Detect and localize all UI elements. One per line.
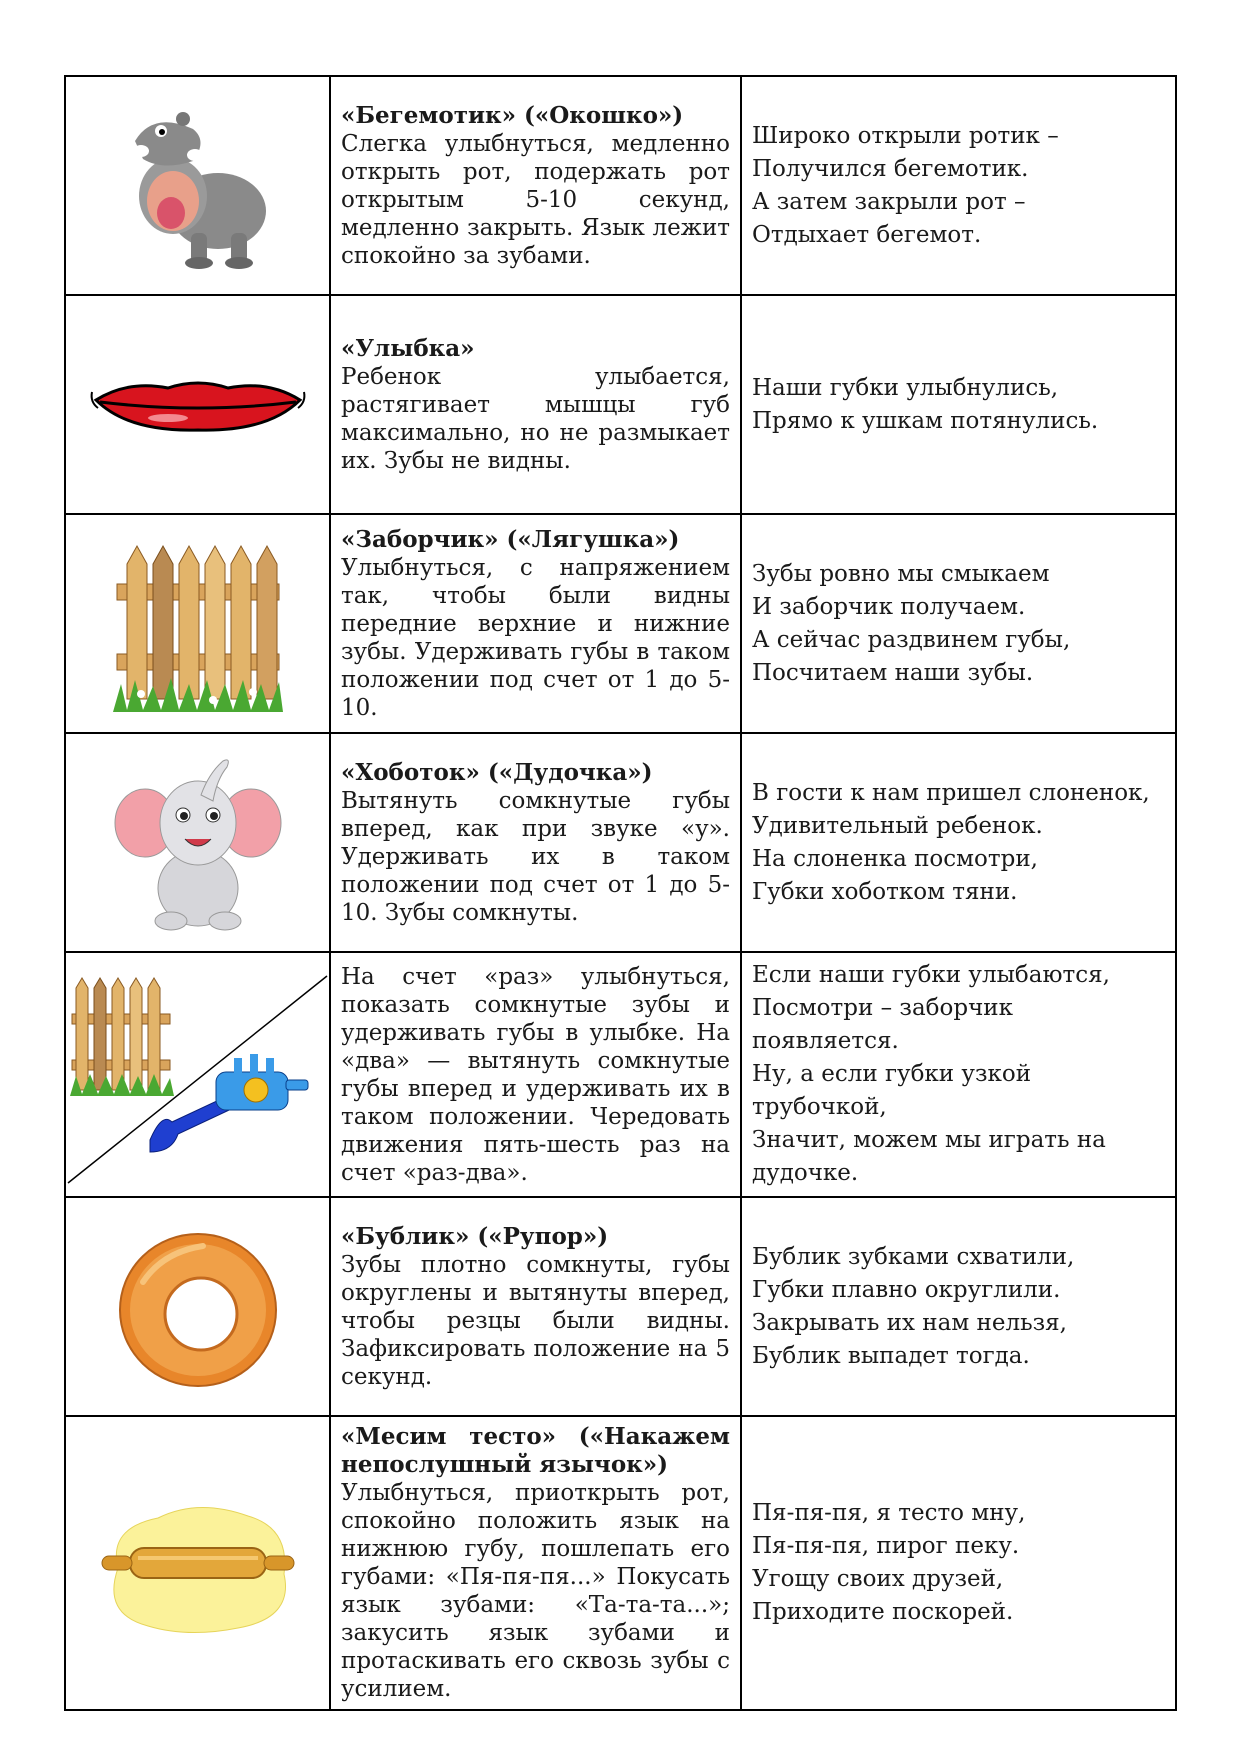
table-row: [65, 1416, 1176, 1710]
exercise-title: «Бублик» («Рупор»): [341, 1222, 609, 1250]
rhyme-cell: [741, 76, 1176, 295]
hippo-illustration: [113, 101, 283, 271]
picture-cell: [65, 76, 330, 295]
bagel-illustration: [113, 1222, 283, 1392]
rhyme-cell: [741, 952, 1176, 1197]
rhyme-cell: [741, 1197, 1176, 1416]
picture-cell: [65, 733, 330, 952]
fence-illustration: [113, 534, 283, 714]
table-row: [65, 1197, 1176, 1416]
picture-cell: [65, 952, 330, 1197]
rhyme-line: В гости к нам пришел слоненок,: [752, 779, 1150, 806]
exercise-title: «Бегемотик» («Окошко»): [341, 101, 684, 129]
rhyme-line: Пя-пя-пя, я тесто мну,: [752, 1500, 1026, 1526]
rhyme-line: Бублик зубками схватили,: [752, 1243, 1075, 1270]
fence-and-trumpet-illustration: [66, 962, 329, 1187]
rhyme-line: Губки хоботком тяни.: [752, 878, 1018, 905]
exercise-description-cell: [330, 76, 741, 295]
rhyme-line: Получился бегемотик.: [752, 155, 1029, 182]
table-row: [65, 733, 1176, 952]
table-row: [65, 952, 1176, 1197]
dough-and-rolling-pin-illustration: [98, 1488, 298, 1638]
rhyme-line: На слоненка посмотри,: [752, 845, 1038, 872]
rhyme-cell: [741, 295, 1176, 514]
exercise-description: Улыбнуться, с напряжением так, чтобы были видны передние верхние и нижние зубы. Удерживать губы в таком положении под счет от 1 до 5-10.: [341, 554, 730, 721]
rhyme-line: Ну, а если губки узкой трубочкой,: [752, 1061, 1032, 1120]
rhyme-line: Широко открыли ротик –: [752, 122, 1059, 149]
rhyme-line: Отдыхает бегемот.: [752, 221, 982, 248]
exercise-title: «Хоботок» («Дудочка»): [341, 758, 653, 786]
exercise-description: Слегка улыбнуться, медленно открыть рот, подержать рот открытым 5-10 секунд, медленно закрыть. Язык лежит спокойно за зубами.: [341, 130, 730, 269]
exercise-description-cell: [330, 514, 741, 733]
rhyme-line: Прямо к ушкам потянулись.: [752, 407, 1099, 434]
exercise-description: Ребенок улыбается, растягивает мышцы губ максимально, но не размыкает их. Зубы не видны.: [341, 363, 730, 474]
picture-cell: [65, 295, 330, 514]
rhyme-line: И заборчик получаем.: [752, 593, 1026, 620]
exercise-title: «Заборчик» («Лягушка»): [341, 525, 680, 553]
rhyme-cell: [741, 514, 1176, 733]
table-row: [65, 295, 1176, 514]
rhyme-line: Закрывать их нам нельзя,: [752, 1309, 1067, 1336]
exercise-description-cell: [330, 1197, 741, 1416]
exercise-description-cell: [330, 733, 741, 952]
smiling-lips-illustration: [88, 370, 308, 440]
picture-cell: [65, 514, 330, 733]
rhyme-line: А сейчас раздвинем губы,: [752, 626, 1071, 653]
exercise-table: [64, 75, 1177, 1711]
rhyme-line: Пя-пя-пя, пирог пеку.: [752, 1533, 1020, 1559]
rhyme-line: Посмотри – заборчик появляется.: [752, 995, 1014, 1054]
elephant-illustration: [113, 753, 283, 933]
rhyme-cell: [741, 733, 1176, 952]
rhyme-line: Приходите поскорей.: [752, 1599, 1014, 1625]
exercise-description: Улыбнуться, приоткрыть рот, спокойно положить язык на нижнюю губу, пошлепать его губами: «Пя-пя-пя...» Покусать язык зубами: «Та-та-та...»; закусить язык зубами и протаскивать его сквозь зубы с усилием.: [341, 1480, 730, 1702]
rhyme-cell: [741, 1416, 1176, 1710]
exercise-description-cell: [330, 952, 741, 1197]
trumpet-icon: [150, 1054, 308, 1152]
rhyme-line: А затем закрыли рот –: [752, 188, 1026, 215]
table-row: [65, 514, 1176, 733]
rhyme-line: Бублик выпадет тогда.: [752, 1342, 1030, 1369]
exercise-description: Вытянуть сомкнутые губы вперед, как при звуке «у». Удерживать их в таком положении под счет от 1 до 5-10. Зубы сомкнуты.: [341, 787, 730, 926]
exercise-description-cell: [330, 295, 741, 514]
exercise-description-cell: [330, 1416, 741, 1710]
exercise-description: Зубы плотно сомкнуты, губы округлены и вытянуты вперед, чтобы резцы были видны. Зафиксировать положение на 5 секунд.: [341, 1251, 730, 1390]
picture-cell: [65, 1416, 330, 1710]
rhyme-line: Удивительный ребенок.: [752, 812, 1043, 839]
rhyme-line: Если наши губки улыбаются,: [752, 962, 1110, 988]
rhyme-line: Посчитаем наши зубы.: [752, 659, 1034, 686]
picture-cell: [65, 1197, 330, 1416]
exercise-description: На счет «раз» улыбнуться, показать сомкнутые зубы и удерживать губы в улыбке. На «два» — вытянуть сомкнутые губы вперед и удерживать их в таком положении. Чередовать движения пять-шесть раз на счет «раз-два».: [341, 963, 730, 1186]
rhyme-line: Зубы ровно мы смыкаем: [752, 560, 1050, 587]
small-fence-icon: [70, 978, 174, 1096]
exercise-title: «Месим тесто» («Накажем непослушный язычок»): [341, 1423, 730, 1478]
rhyme-line: Угощу своих друзей,: [752, 1566, 1004, 1592]
rhyme-line: Губки плавно округлили.: [752, 1276, 1061, 1303]
rhyme-line: Наши губки улыбнулись,: [752, 374, 1059, 401]
table-row: [65, 76, 1176, 295]
exercise-title: «Улыбка»: [341, 334, 475, 362]
rhyme-line: Значит, можем мы играть на дудочке.: [752, 1127, 1106, 1186]
